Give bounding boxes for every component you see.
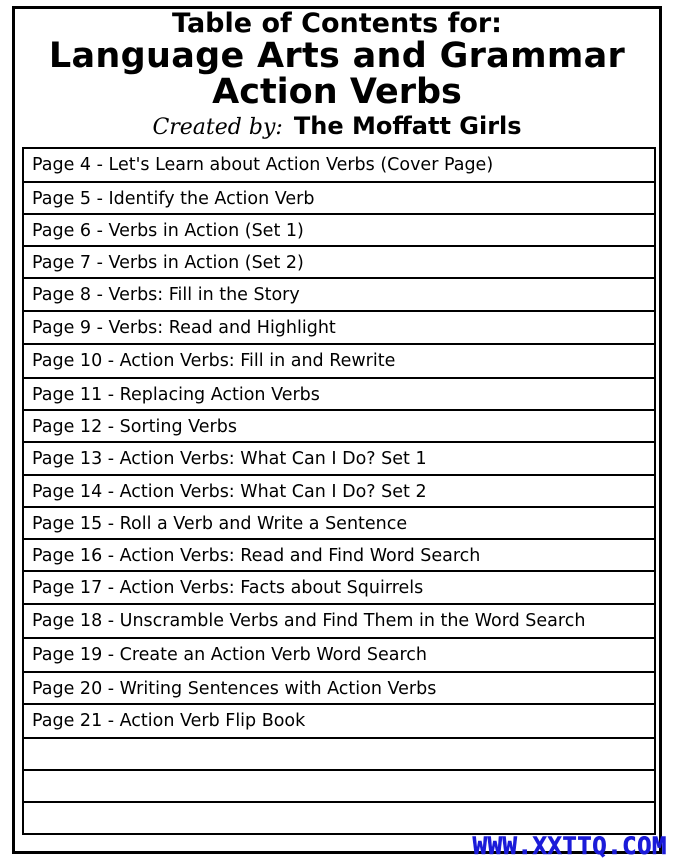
toc-table <box>22 147 656 835</box>
toc-entry: Page 20 - Writing Sentences with Action Verbs <box>32 679 437 699</box>
toc-row <box>24 409 654 441</box>
toc-row <box>24 181 654 213</box>
toc-entry: Page 6 - Verbs in Action (Set 1) <box>32 221 304 241</box>
created-by-row <box>12 112 662 140</box>
toc-row <box>24 538 654 570</box>
toc-row <box>24 377 654 409</box>
toc-row <box>24 343 654 377</box>
toc-row <box>24 474 654 506</box>
toc-row <box>24 149 654 181</box>
toc-entry: Page 7 - Verbs in Action (Set 2) <box>32 253 304 273</box>
toc-entry: Page 18 - Unscramble Verbs and Find Them in the Word Search <box>32 611 586 631</box>
toc-entry: Page 4 - Let's Learn about Action Verbs (Cover Page) <box>32 155 494 175</box>
toc-row <box>24 277 654 310</box>
toc-row <box>24 245 654 277</box>
toc-entry: Page 9 - Verbs: Read and Highlight <box>32 318 336 338</box>
toc-row <box>24 769 654 801</box>
toc-entry: Page 8 - Verbs: Fill in the Story <box>32 285 300 305</box>
created-by-label: Created by: <box>152 115 283 140</box>
toc-entry: Page 10 - Action Verbs: Fill in and Rewrite <box>32 351 396 371</box>
toc-entry: Page 17 - Action Verbs: Facts about Squirrels <box>32 578 424 598</box>
toc-row <box>24 310 654 343</box>
toc-entry: Page 13 - Action Verbs: What Can I Do? Set 1 <box>32 449 427 469</box>
toc-row <box>24 801 654 834</box>
toc-entry: Page 21 - Action Verb Flip Book <box>32 711 306 731</box>
toc-entry: Page 12 - Sorting Verbs <box>32 417 237 437</box>
toc-entry: Page 16 - Action Verbs: Read and Find Word Search <box>32 546 481 566</box>
toc-row <box>24 570 654 603</box>
toc-row <box>24 213 654 245</box>
toc-entry: Page 11 - Replacing Action Verbs <box>32 385 320 405</box>
toc-row <box>24 506 654 538</box>
toc-row <box>24 441 654 474</box>
author-name: The Moffatt Girls <box>293 112 522 140</box>
toc-entry: Page 15 - Roll a Verb and Write a Sentence <box>32 514 408 534</box>
toc-row <box>24 671 654 703</box>
toc-entry: Page 14 - Action Verbs: What Can I Do? Set 2 <box>32 482 427 502</box>
toc-row <box>24 737 654 769</box>
toc-row <box>24 603 654 637</box>
toc-entry: Page 5 - Identify the Action Verb <box>32 189 315 209</box>
title-line-1: Table of Contents for: <box>172 8 502 39</box>
title-line-2: Language Arts and Grammar <box>48 36 626 76</box>
toc-row <box>24 703 654 737</box>
title-line-3: Action Verbs <box>212 72 462 112</box>
toc-row <box>24 637 654 671</box>
toc-entry: Page 19 - Create an Action Verb Word Search <box>32 645 428 665</box>
watermark: WWW.XXTTQ.COM <box>472 832 667 860</box>
